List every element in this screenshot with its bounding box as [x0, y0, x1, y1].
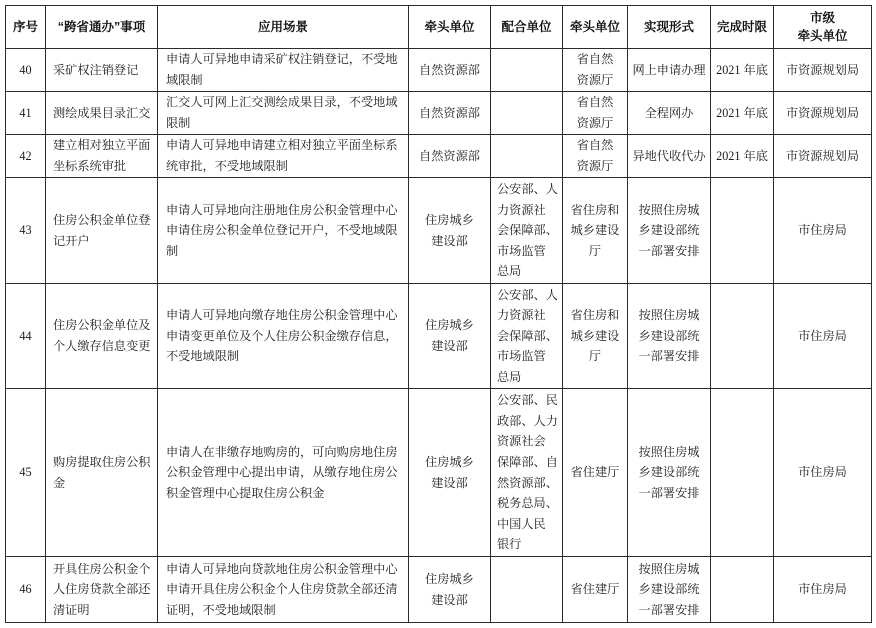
cooperating-units: 公安部、人 力资源社 会保障部、 市场监管 总局 [491, 178, 563, 284]
cooperating-units [491, 49, 563, 92]
implementation-form: 按照住房城 乡建设部统 一部署安排 [628, 389, 711, 557]
completion-deadline [711, 284, 774, 389]
header-city-lead-unit: 市级 牵头单位 [774, 6, 872, 49]
lead-province: 省住建厅 [563, 557, 628, 623]
completion-deadline [711, 557, 774, 623]
implementation-form: 按照住房城 乡建设部统 一部署安排 [628, 557, 711, 623]
header-implementation-form: 实现形式 [628, 6, 711, 49]
table-row [6, 284, 872, 389]
matter-name: 采矿权注销登记 [46, 49, 158, 92]
application-scenario: 汇交人可网上汇交测绘成果目录，不受地域 限制 [158, 92, 409, 135]
header-row [6, 6, 872, 49]
application-scenario: 申请人可异地申请建立相对独立平面坐标系 统审批，不受地域限制 [158, 135, 409, 178]
lead-ministry: 住房城乡 建设部 [409, 557, 491, 623]
lead-province: 省自然 资源厅 [563, 92, 628, 135]
cross-province-matters-table [5, 5, 872, 623]
lead-ministry: 住房城乡 建设部 [409, 178, 491, 284]
header-number: 序号 [6, 6, 46, 49]
completion-deadline: 2021 年底 [711, 135, 774, 178]
lead-ministry: 住房城乡 建设部 [409, 389, 491, 557]
city-lead-unit: 市住房局 [774, 284, 872, 389]
city-lead-unit: 市资源规划局 [774, 49, 872, 92]
table-row [6, 557, 872, 623]
implementation-form: 按照住房城 乡建设部统 一部署安排 [628, 284, 711, 389]
city-lead-unit: 市资源规划局 [774, 135, 872, 178]
table-row [6, 389, 872, 557]
city-lead-unit: 市住房局 [774, 178, 872, 284]
application-scenario: 申请人可异地向缴存地住房公积金管理中心 申请变更单位及个人住房公积金缴存信息， 不受地域限制 [158, 284, 409, 389]
table-row [6, 135, 872, 178]
cooperating-units [491, 557, 563, 623]
city-lead-unit: 市住房局 [774, 389, 872, 557]
header-deadline: 完成时限 [711, 6, 774, 49]
header-lead-ministry: 牵头单位 [409, 6, 491, 49]
application-scenario: 申请人在非缴存地购房的，可向购房地住房 公积金管理中心提出申请，从缴存地住房公 积金管理中心提取住房公积金 [158, 389, 409, 557]
matter-name: 住房公积金单位及 个人缴存信息变更 [46, 284, 158, 389]
implementation-form: 全程网办 [628, 92, 711, 135]
lead-ministry: 住房城乡 建设部 [409, 284, 491, 389]
cooperating-units: 公安部、人 力资源社 会保障部、 市场监管 总局 [491, 284, 563, 389]
lead-province: 省自然 资源厅 [563, 49, 628, 92]
completion-deadline [711, 389, 774, 557]
cooperating-units: 公安部、民 政部、人力 资源社会 保障部、自 然资源部、 税务总局、 中国人民 银行 [491, 389, 563, 557]
lead-ministry: 自然资源部 [409, 92, 491, 135]
lead-ministry: 自然资源部 [409, 135, 491, 178]
implementation-form: 按照住房城 乡建设部统 一部署安排 [628, 178, 711, 284]
item-number: 40 [6, 49, 46, 92]
city-lead-unit: 市住房局 [774, 557, 872, 623]
completion-deadline: 2021 年底 [711, 49, 774, 92]
item-number: 46 [6, 557, 46, 623]
matter-name: 购房提取住房公积 金 [46, 389, 158, 557]
lead-ministry: 自然资源部 [409, 49, 491, 92]
implementation-form: 网上申请办理 [628, 49, 711, 92]
matter-name: 开具住房公积金个 人住房贷款全部还 清证明 [46, 557, 158, 623]
application-scenario: 申请人可异地向注册地住房公积金管理中心 申请住房公积金单位登记开户，不受地域限 制 [158, 178, 409, 284]
table-row [6, 92, 872, 135]
lead-province: 省住建厅 [563, 389, 628, 557]
matter-name: 住房公积金单位登 记开户 [46, 178, 158, 284]
item-number: 44 [6, 284, 46, 389]
implementation-form: 异地代收代办 [628, 135, 711, 178]
lead-province: 省住房和 城乡建设 厅 [563, 284, 628, 389]
lead-province: 省住房和 城乡建设 厅 [563, 178, 628, 284]
completion-deadline [711, 178, 774, 284]
table-body [6, 49, 872, 623]
cooperating-units [491, 92, 563, 135]
item-number: 43 [6, 178, 46, 284]
completion-deadline: 2021 年底 [711, 92, 774, 135]
table-row [6, 49, 872, 92]
lead-province: 省自然 资源厅 [563, 135, 628, 178]
cooperating-units [491, 135, 563, 178]
header-cooperating-units: 配合单位 [491, 6, 563, 49]
application-scenario: 申请人可异地向贷款地住房公积金管理中心 申请开具住房公积金个人住房贷款全部还清 证明，不受地域限制 [158, 557, 409, 623]
matter-name: 测绘成果目录汇交 [46, 92, 158, 135]
table-head [6, 6, 872, 49]
header-lead-province: 牵头单位 [563, 6, 628, 49]
header-matter: “跨省通办”事项 [46, 6, 158, 49]
city-lead-unit: 市资源规划局 [774, 92, 872, 135]
item-number: 41 [6, 92, 46, 135]
application-scenario: 申请人可异地申请采矿权注销登记，不受地 域限制 [158, 49, 409, 92]
matter-name: 建立相对独立平面 坐标系统审批 [46, 135, 158, 178]
item-number: 45 [6, 389, 46, 557]
table-row [6, 178, 872, 284]
item-number: 42 [6, 135, 46, 178]
header-scenario: 应用场景 [158, 6, 409, 49]
